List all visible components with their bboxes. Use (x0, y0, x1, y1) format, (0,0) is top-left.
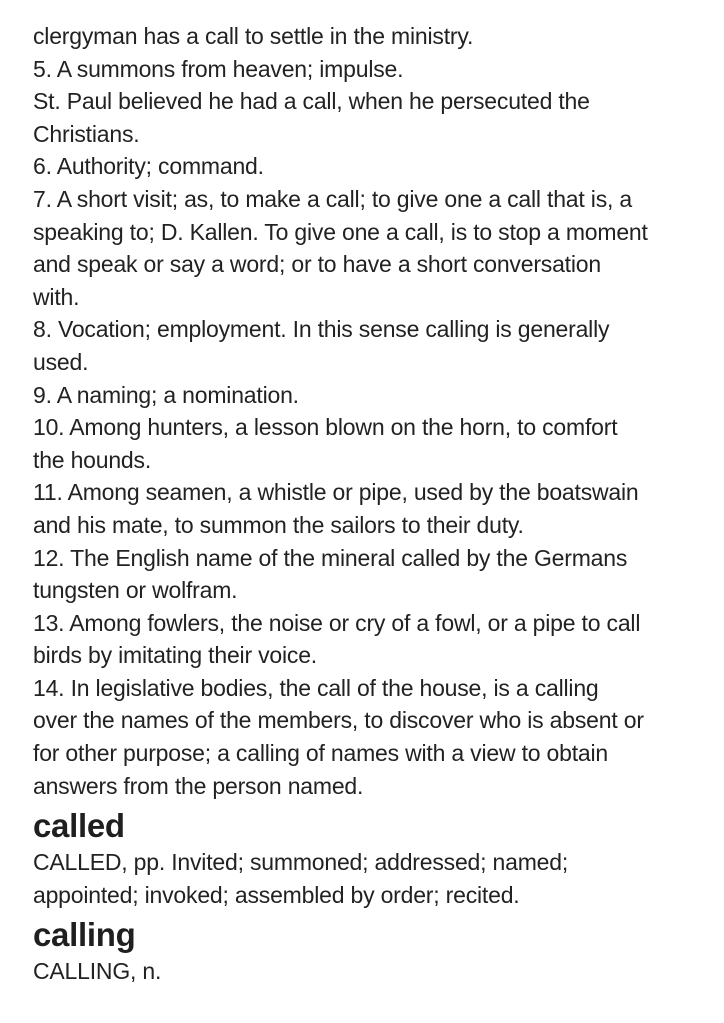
definition-line: 9. A naming; a nomination. (33, 381, 299, 408)
definition-line: 10. Among hunters, a lesson blown on the horn, to comfort (33, 414, 618, 441)
definition-line: 6. Authority; command. (33, 153, 264, 180)
definition-line: for other purpose; a calling of names with a view to obtain (33, 740, 609, 767)
definition-line: St. Paul believed he had a call, when he persecuted the (33, 88, 590, 115)
definition-line: CALLING, n. (33, 958, 162, 985)
definition-line: clergyman has a call to settle in the ministry. (33, 23, 474, 49)
definition-line: 13. Among fowlers, the noise or cry of a fowl, or a pipe to call (33, 609, 641, 636)
definition-line: CALLED, pp. Invited; summoned; addressed; named; (33, 849, 569, 876)
definition-line: and his mate, to summon the sailors to their duty. (33, 511, 524, 538)
headword-called[interactable]: called (33, 807, 125, 845)
definition-line: and speak or say a word; or to have a short conversation (33, 251, 601, 278)
definition-line: over the names of the members, to discover who is absent or (33, 707, 644, 734)
definition-line: speaking to; D. Kallen. To give one a call, is to stop a moment (33, 218, 648, 245)
definition-line: Christians. (33, 120, 140, 147)
entry-called (33, 804, 692, 911)
entry-calling (33, 913, 692, 988)
definition-line: with. (33, 283, 80, 310)
definition-line: birds by imitating their voice. (33, 642, 317, 669)
definition-line: 5. A summons from heaven; impulse. (33, 55, 404, 82)
definition-line: 14. In legislative bodies, the call of the house, is a calling (33, 674, 599, 701)
definition-line: the hounds. (33, 446, 152, 473)
definition-line: 8. Vocation; employment. In this sense calling is generally (33, 316, 610, 343)
headword-calling[interactable]: calling (33, 916, 136, 954)
definition-line: used. (33, 348, 89, 375)
call-definition-continuation (33, 20, 692, 802)
definition-line: 11. Among seamen, a whistle or pipe, used by the boatswain (33, 479, 639, 506)
definition-line: 7. A short visit; as, to make a call; to give one a call that is, a (33, 185, 632, 212)
definition-line: appointed; invoked; assembled by order; recited. (33, 881, 520, 908)
definition-line: tungsten or wolfram. (33, 577, 238, 604)
definition-line: 12. The English name of the mineral called by the Germans (33, 544, 628, 571)
definition-line: answers from the person named. (33, 772, 364, 799)
